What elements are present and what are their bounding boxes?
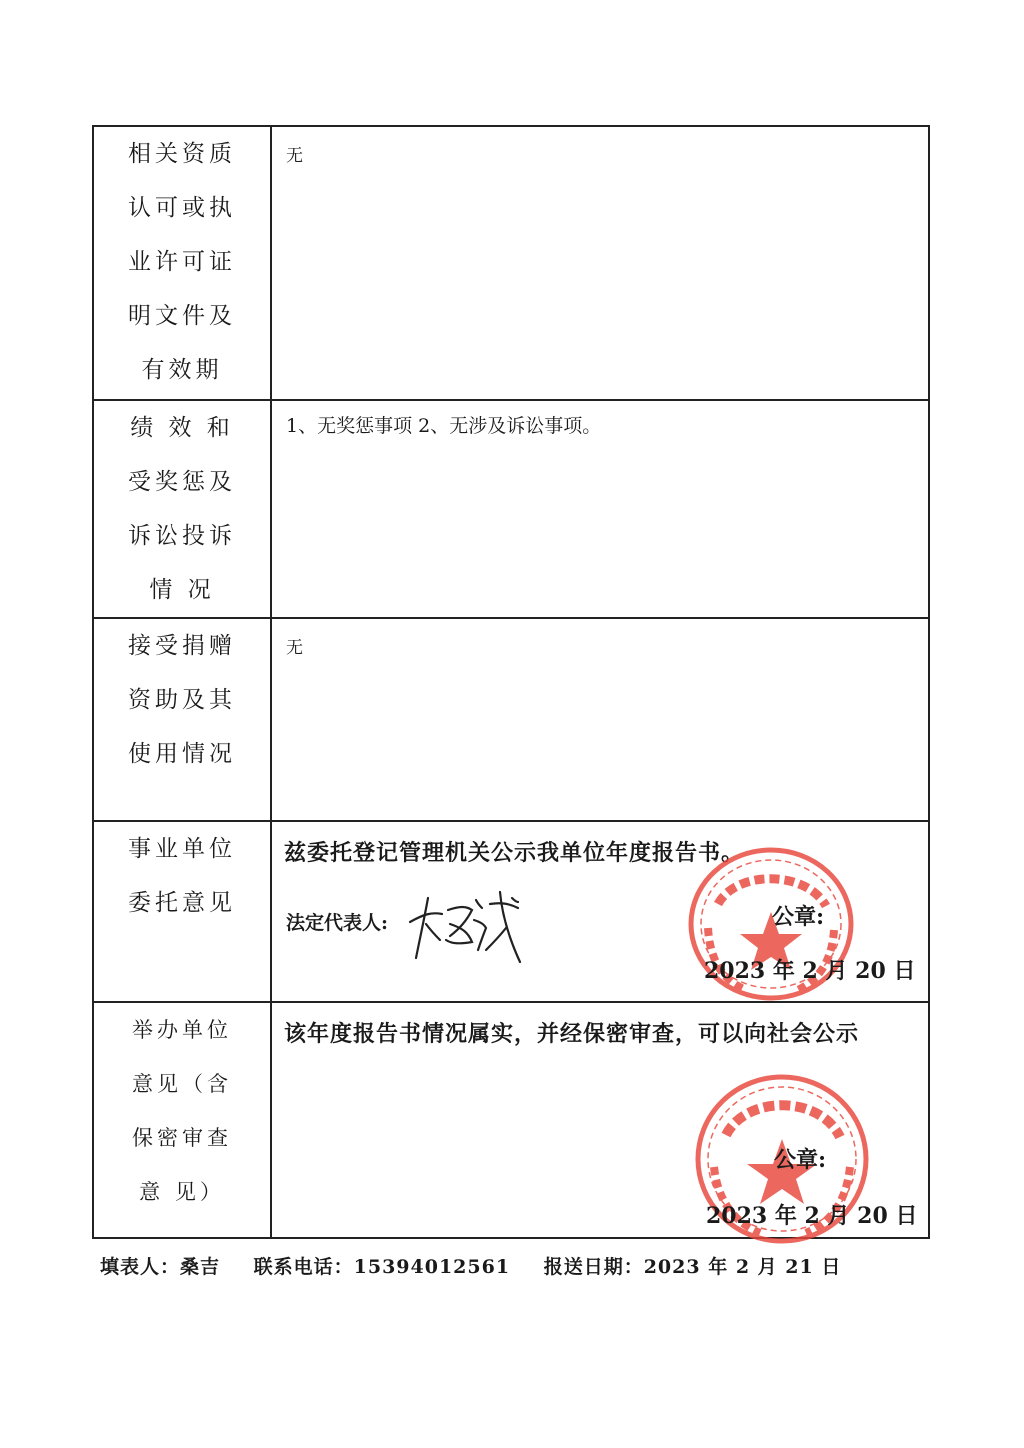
- label-line: 接受捐赠: [128, 633, 236, 659]
- row-entrustment: [93, 821, 929, 1002]
- label-sponsor-opinion: [93, 1002, 271, 1238]
- donations-text: 无: [286, 638, 303, 658]
- label-line: 受奖惩及: [128, 469, 236, 495]
- label-line: 意 见）: [139, 1180, 225, 1204]
- label-line: 委托意见: [128, 890, 236, 916]
- seal-label: 公章:: [774, 1147, 827, 1173]
- label-qualifications: [93, 126, 271, 400]
- performance-text: 1、无奖惩事项 2、无涉及诉讼事项。: [286, 415, 602, 437]
- content-sponsor-opinion: [271, 1002, 929, 1238]
- filler-name: 填表人：桑吉: [100, 1256, 221, 1278]
- contact-phone: 联系电话：15394012561: [253, 1256, 511, 1278]
- content-performance: [271, 400, 929, 618]
- label-line: 资助及其: [128, 687, 236, 713]
- content-qualifications: [271, 126, 929, 400]
- form-footer: [100, 1252, 867, 1279]
- signature-mark: [402, 884, 532, 966]
- sponsor-statement: 该年度报告书情况属实，并经保密审查，可以向社会公示: [284, 1021, 860, 1047]
- row-donations: [93, 618, 929, 821]
- label-donations: [93, 618, 271, 821]
- label-line: 情 况: [149, 577, 215, 603]
- label-line: 有效期: [141, 357, 223, 383]
- seal-label: 公章:: [772, 904, 825, 930]
- label-line: 使用情况: [128, 741, 236, 767]
- content-donations: [271, 618, 929, 821]
- label-line: 保密审查: [132, 1126, 232, 1150]
- label-line: 认可或执: [128, 195, 236, 221]
- label-line: 事业单位: [128, 836, 236, 862]
- label-performance: [93, 400, 271, 618]
- report-table: [92, 125, 930, 1239]
- content-entrustment: [271, 821, 929, 1002]
- label-line: 诉讼投诉: [128, 523, 236, 549]
- signing-date: 2023 年 2 月 20 日: [704, 958, 916, 984]
- submission-date: 报送日期：2023 年 2 月 21 日: [543, 1256, 842, 1278]
- label-line: 明文件及: [128, 303, 236, 329]
- label-line: 意见（含: [132, 1072, 232, 1096]
- label-entrustment: [93, 821, 271, 1002]
- label-line: 业许可证: [128, 249, 236, 275]
- qualifications-text: 无: [286, 146, 303, 166]
- row-qualifications: [93, 126, 929, 400]
- label-line: 相关资质: [128, 141, 236, 167]
- row-performance: [93, 400, 929, 618]
- label-line: 举办单位: [132, 1018, 232, 1042]
- entrustment-statement: 兹委托登记管理机关公示我单位年度报告书。: [284, 840, 745, 866]
- label-line: 绩 效 和: [130, 415, 234, 441]
- sponsor-date: 2023 年 2 月 20 日: [706, 1203, 918, 1229]
- legal-representative-label: 法定代表人:: [286, 912, 389, 934]
- row-sponsor-opinion: [93, 1002, 929, 1238]
